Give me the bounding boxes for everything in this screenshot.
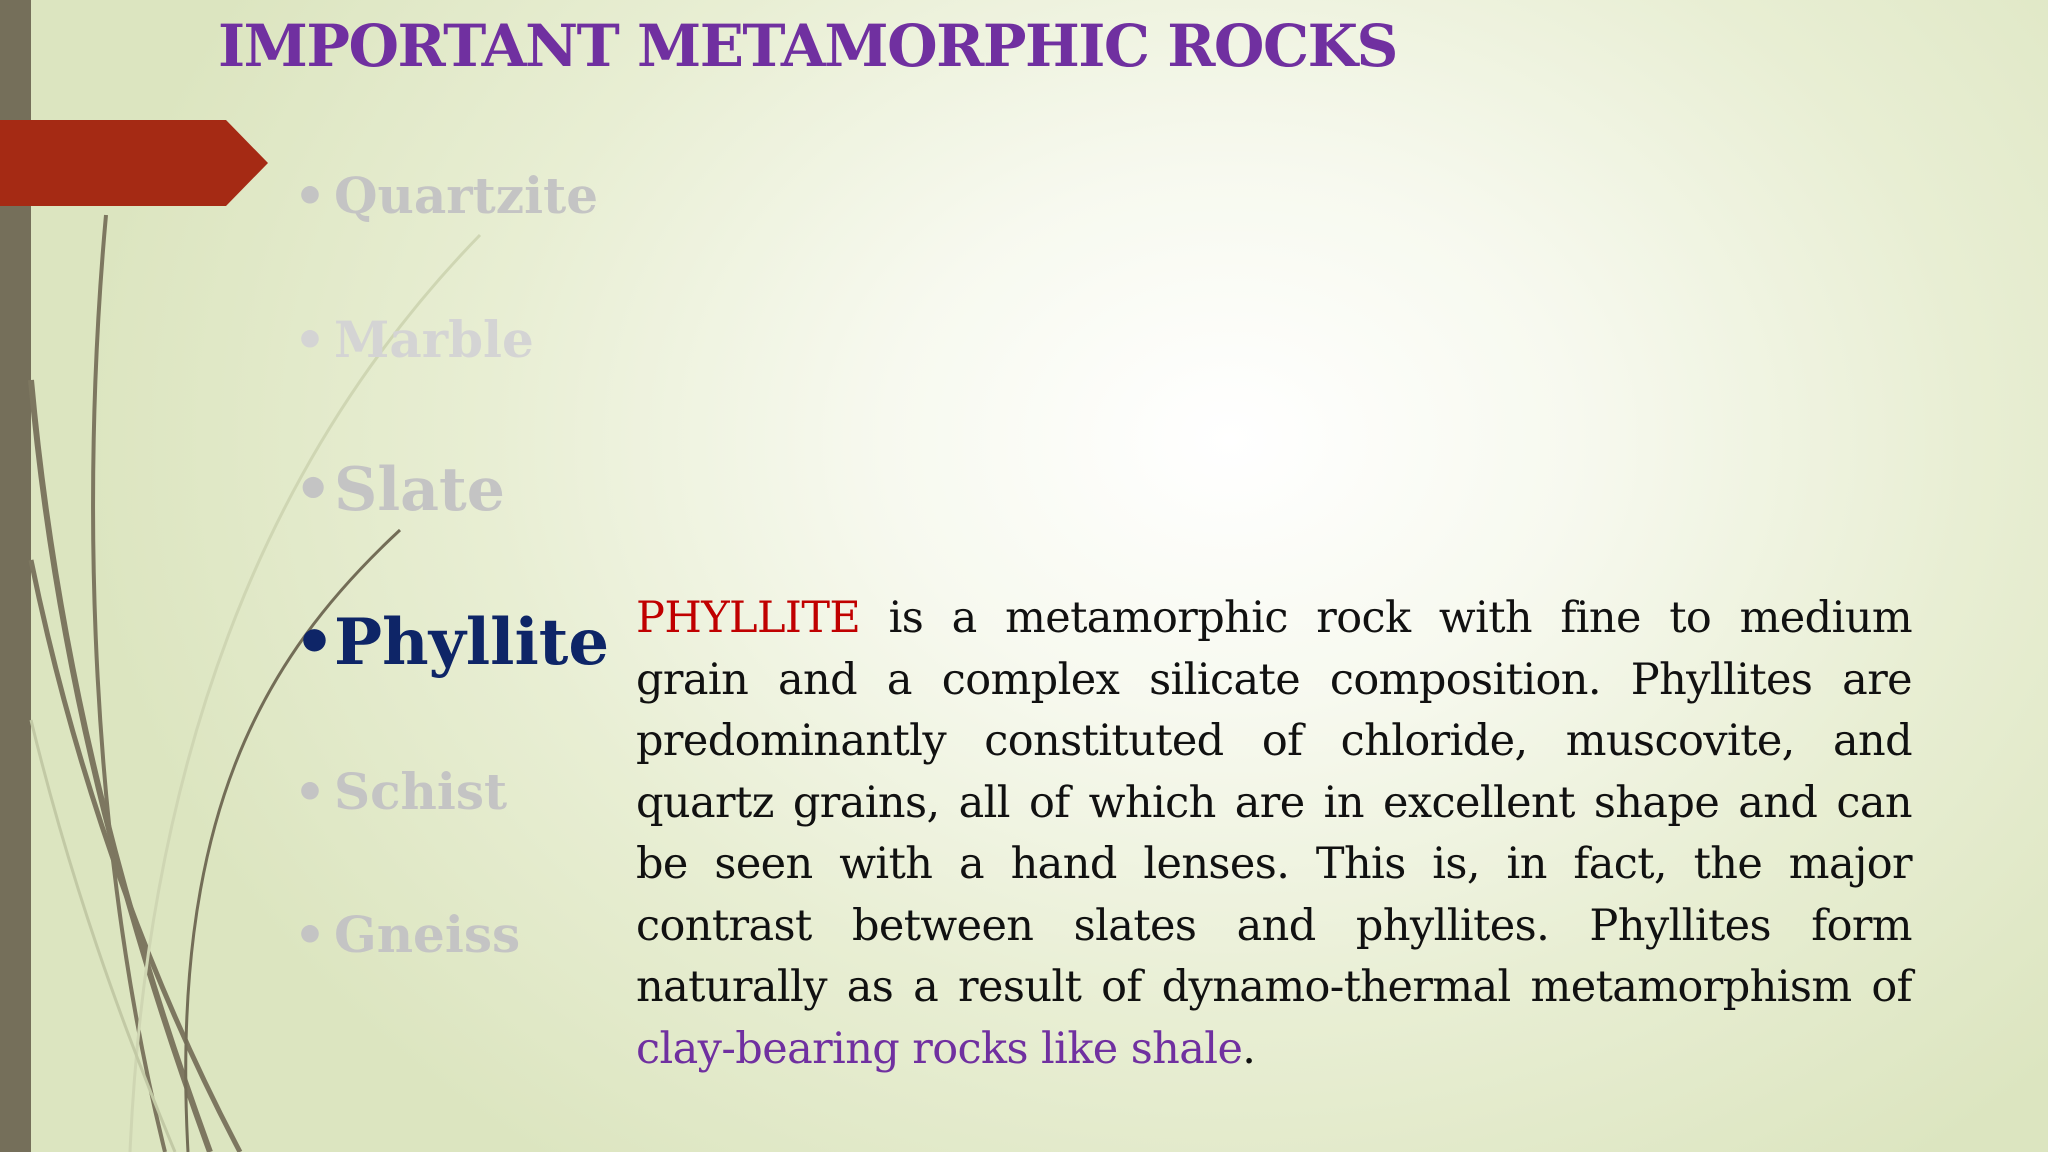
bullet-dot: • [294, 762, 326, 821]
bullet-dot: • [294, 166, 326, 225]
bullet-item-slate [294, 455, 505, 525]
bullet-dot: • [294, 905, 326, 964]
bullet-label: Marble [334, 310, 534, 369]
description-end: . [1242, 1023, 1256, 1074]
bullet-item-gneiss [294, 905, 520, 964]
description-term: PHYLLITE [636, 593, 861, 643]
bullet-item-schist [294, 762, 507, 821]
bullet-item-quartzite [294, 166, 598, 225]
bullet-dot: • [294, 455, 333, 525]
slide-title: IMPORTANT METAMORPHIC ROCKS [218, 12, 1397, 80]
bullet-label: Quartzite [334, 166, 599, 225]
red-arrow-tab [0, 120, 268, 206]
bullet-item-phyllite-active [294, 605, 609, 680]
bullet-label: Schist [334, 762, 508, 821]
description-body: is a metamorphic rock with fine to medium grain and a complex silicate composition. Phyllites are predominantly constituted of chloride, muscovite, and quartz grains, all of which are in excellent shape and can be seen with a hand lenses. This is, in fact, the major contrast between slates and phyllites. Phyllites form naturally as a result of dynamo-thermal metamorphism of [636, 593, 1912, 1012]
bullet-dot: • [294, 605, 335, 680]
bullet-item-marble [294, 310, 534, 369]
bullet-label: Phyllite [334, 605, 610, 680]
bullet-label: Slate [334, 455, 505, 525]
bullet-label: Gneiss [334, 905, 521, 964]
description-highlight: clay-bearing rocks like shale [636, 1023, 1243, 1074]
phyllite-description [636, 588, 1912, 1080]
bullet-dot: • [294, 310, 326, 369]
